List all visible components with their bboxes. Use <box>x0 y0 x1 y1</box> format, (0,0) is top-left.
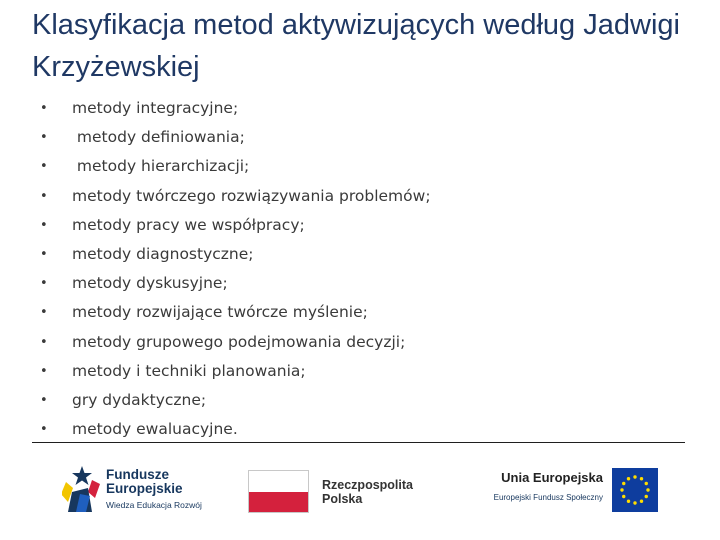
list-item <box>40 152 431 181</box>
bullet-icon: • <box>40 276 48 292</box>
bullet-icon: • <box>40 305 48 321</box>
bullet-icon: • <box>40 217 48 233</box>
list-item-text: gry dydaktyczne; <box>72 390 207 409</box>
list-item <box>40 94 431 123</box>
eu-star-icon <box>646 488 649 491</box>
eu-star-icon <box>633 501 636 504</box>
bullet-icon: • <box>40 392 48 408</box>
list-item-text: metody grupowego podejmowania decyzji; <box>72 332 406 351</box>
eu-star-icon <box>627 477 630 480</box>
eu-star-icon <box>620 488 623 491</box>
list-item <box>40 357 431 386</box>
eu-star-icon <box>640 477 643 480</box>
list-item <box>40 386 431 415</box>
rzeczpospolita-polska-text <box>322 478 413 506</box>
fundusze-tagline: Wiedza Edukacja Rozwój <box>106 500 202 510</box>
fundusze-europejskie-text <box>106 468 202 510</box>
bullet-icon: • <box>40 159 48 175</box>
eu-star-icon <box>622 495 625 498</box>
list-item <box>40 298 431 327</box>
methods-list <box>40 94 431 444</box>
list-item-text: metody i techniki planowania; <box>72 361 306 380</box>
bullet-icon: • <box>40 246 48 262</box>
bullet-icon: • <box>40 130 48 146</box>
unia-line2: Europejski Fundusz Społeczny <box>493 493 603 502</box>
list-item <box>40 240 431 269</box>
eu-star-icon <box>645 482 648 485</box>
bullet-icon: • <box>40 101 48 116</box>
list-item-text: metody ewaluacyjne. <box>72 420 238 439</box>
eu-flag-icon <box>612 468 658 512</box>
fundusze-europejskie-logo-icon <box>62 458 102 516</box>
eu-star-icon <box>645 495 648 498</box>
polska-line2: Polska <box>322 492 363 506</box>
list-item <box>40 211 431 240</box>
poland-flag-icon <box>248 470 309 513</box>
eu-star-icon <box>622 482 625 485</box>
fundusze-line2: Europejskie <box>106 481 183 496</box>
list-item-text: metody dyskusyjne; <box>72 274 228 293</box>
polska-line1: Rzeczpospolita <box>322 478 413 492</box>
eu-star-icon <box>640 500 643 503</box>
list-item <box>40 182 431 211</box>
eu-star-icon <box>633 475 636 478</box>
eu-star-icon <box>627 500 630 503</box>
list-item <box>40 415 431 444</box>
list-item <box>40 328 431 357</box>
list-item-text: metody hierarchizacji; <box>72 157 250 176</box>
fundusze-line1: Fundusze <box>106 467 169 482</box>
unia-line1: Unia Europejska <box>501 470 603 485</box>
unia-europejska-text <box>494 470 603 502</box>
bullet-icon: • <box>40 422 48 438</box>
list-item <box>40 269 431 298</box>
footer-divider <box>32 442 685 443</box>
list-item-text: metody twórczego rozwiązywania problemów; <box>72 186 431 205</box>
bullet-icon: • <box>40 188 48 204</box>
slide-title: Klasyfikacja metod aktywizujących według Jadwigi Krzyżewskiej <box>32 9 680 83</box>
bullet-icon: • <box>40 363 48 379</box>
list-item-text: metody integracyjne; <box>72 99 239 117</box>
bullet-icon: • <box>40 334 48 350</box>
list-item-text: metody diagnostyczne; <box>72 244 254 263</box>
list-item-text: metody pracy we współpracy; <box>72 215 305 234</box>
list-item <box>40 123 431 152</box>
list-item-text: metody definiowania; <box>72 128 245 147</box>
footer-logos <box>0 458 720 530</box>
list-item-text: metody rozwijające twórcze myślenie; <box>72 303 368 322</box>
